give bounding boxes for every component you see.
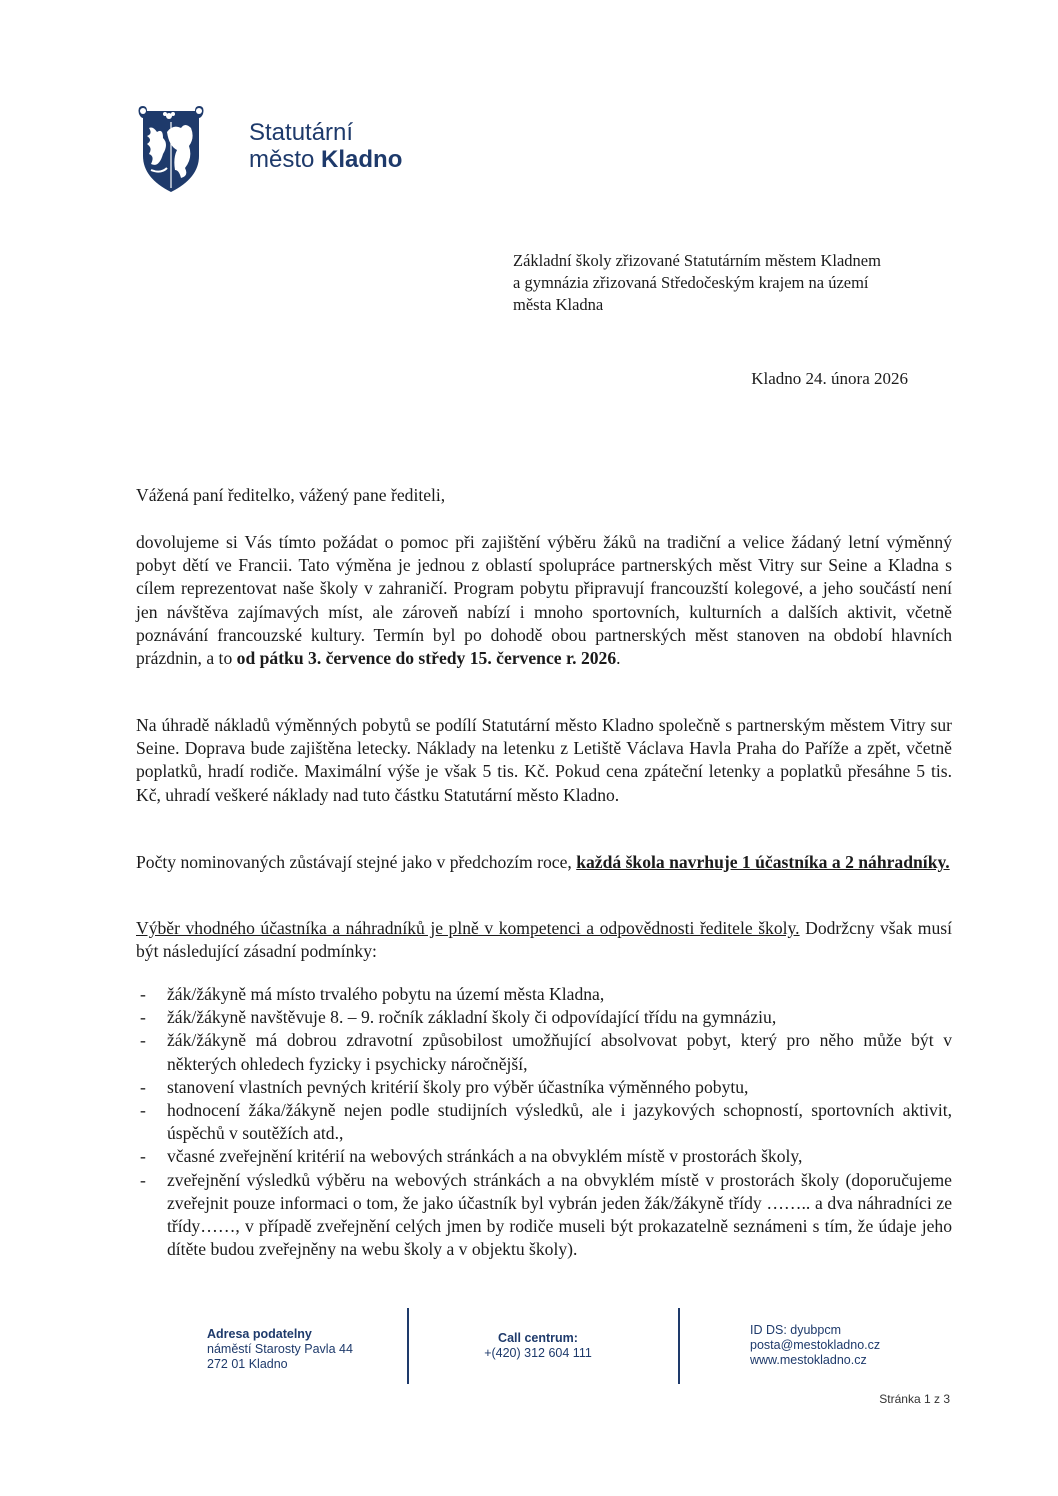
footer-email: posta@mestokladno.cz (750, 1338, 881, 1352)
nomination-rule: každá škola navrhuje 1 účastníka a 2 náhradníky. (576, 852, 950, 872)
selection-responsibility: Výběr vhodného účastníka a náhradníků je plně v kompetenci a odpovědnosti ředitele školy. (136, 918, 800, 938)
footer-contacts (750, 1323, 880, 1368)
condition-item: - hodnocení žáka/žákyně nejen podle studijních výsledků, ale i jazykových schopností, sportovních aktivit, úspěchů v soutěžích atd., (136, 1099, 952, 1145)
footer-ds-id: ID DS: dyubpcm (750, 1323, 842, 1337)
paragraph-intro: dovolujeme si Vás tímto požádat o pomoc při zajištění výběru žáků na tradiční a velice žádaný letní výměnný pobyt dětí ve Francii. Tato výměna je jednou z oblastí spolupráce partnerských měst Vitry sur Seine a Kladna s cílem reprezentovat naše školy v zahraničí. Program pobytu připravují francouzští kolegové, a jeho součástí není jen návštěva zajímavých míst, ale zároveň nabízí i mnoho sportovních, kulturních a dalších aktivit, včetně poznávání francouzské kultury. Termín byl po dohodě obou partnerských měst stanoven na období hlavních prázdnin, a to od pátku 3. července do středy 15. července r. 2026. (136, 532, 952, 669)
footer-address-heading: Adresa podatelny (207, 1327, 312, 1341)
logo-line-1: Statutární (249, 119, 354, 146)
condition-item: - zveřejnění výsledků výběru na webových stránkách a na obvyklém místě v prostorách školy (doporučujeme zveřejnit pouze informaci o tom, že jako účastník byl vybrán jeden žák/žákyně třídy …….. a dva náhradníci ze třídy……, v případě zveřejnění celých jmen by rodiče museli být prokazatelně seznámeni s tím, že údaje jeho dítěte budou zveřejněny na webu školy a v objektu školy). (136, 1169, 952, 1262)
paragraph-costs: Na úhradě nákladů výměnných pobytů se podílí Statutární město Kladno společně s partnerským městem Vitry sur Seine. Doprava bude zajištěna letecky. Náklady na letenku z Letiště Václava Havla Praha do Paříže a zpět, včetně poplatků, hradí rodiče. Maximální výše je však 5 tis. Kč. Pokud cena zpáteční letenky a poplatků přesáhne 5 tis. Kč, uhradí veškeré náklady nad tuto částku Statutární město Kladno. (136, 715, 952, 805)
footer-website: www.mestokladno.cz (750, 1353, 867, 1367)
footer-call-heading: Call centrum: (498, 1331, 578, 1345)
page-number: Stránka 1 z 3 (879, 1392, 950, 1406)
recipient-line-1: Základní školy zřizované Statutárním městem Kladnem (513, 251, 881, 270)
footer-address (207, 1327, 353, 1372)
footer-call-centre (478, 1331, 598, 1361)
condition-item: - stanovení vlastních pevných kritérií školy pro výběr účastníka výměnného pobytu, (136, 1076, 952, 1099)
condition-item: - žák/žákyně má místo trvalého pobytu na území města Kladna, (136, 983, 952, 1006)
recipient-address (513, 250, 913, 316)
footer-divider (407, 1308, 409, 1384)
condition-item: - žák/žákyně navštěvuje 8. – 9. ročník základní školy či odpovídající třídu na gymnáziu, (136, 1006, 952, 1029)
paragraph-selection: Výběr vhodného účastníka a náhradníků je plně v kompetenci a odpovědnosti ředitele školy. Dodržcny však musí být následující zásadní podmínky: (136, 918, 952, 962)
coat-of-arms-icon (133, 98, 209, 194)
letter-date: Kladno 24. února 2026 (751, 369, 908, 388)
condition-item: - včasné zveřejnění kritérií na webových stránkách a na obvyklém místě v prostorách školy, (136, 1145, 952, 1168)
condition-item: - žák/žákyně má dobrou zdravotní způsobilost umožňující absolvovat pobyt, který pro něho může být v některých ohledech fyzicky i psychicky náročnější, (136, 1029, 952, 1075)
salutation: Vážená paní ředitelko, vážený pane řediteli, (136, 485, 446, 505)
conditions-list (136, 983, 952, 1261)
paragraph-nominations: Počty nominovaných zůstávají stejné jako v předchozím roce, každá škola navrhuje 1 účastníka a 2 náhradníky. (136, 852, 950, 872)
logo-wordmark (249, 119, 402, 173)
logo-city-name: Kladno (321, 146, 403, 173)
footer-phone: +(420) 312 604 111 (484, 1346, 592, 1360)
recipient-line-3: města Kladna (513, 295, 604, 314)
footer-divider (678, 1308, 680, 1384)
exchange-dates: od pátku 3. července do středy 15. července r. 2026 (236, 648, 617, 669)
footer-address-line-2: 272 01 Kladno (207, 1357, 288, 1371)
city-logo (133, 98, 402, 194)
letter-footer (0, 1305, 1058, 1385)
footer-address-line-1: náměstí Starosty Pavla 44 (207, 1342, 353, 1356)
logo-line-2: město Kladno (249, 146, 403, 173)
recipient-line-2: a gymnázia zřizovaná Středočeským krajem na území (513, 273, 869, 292)
